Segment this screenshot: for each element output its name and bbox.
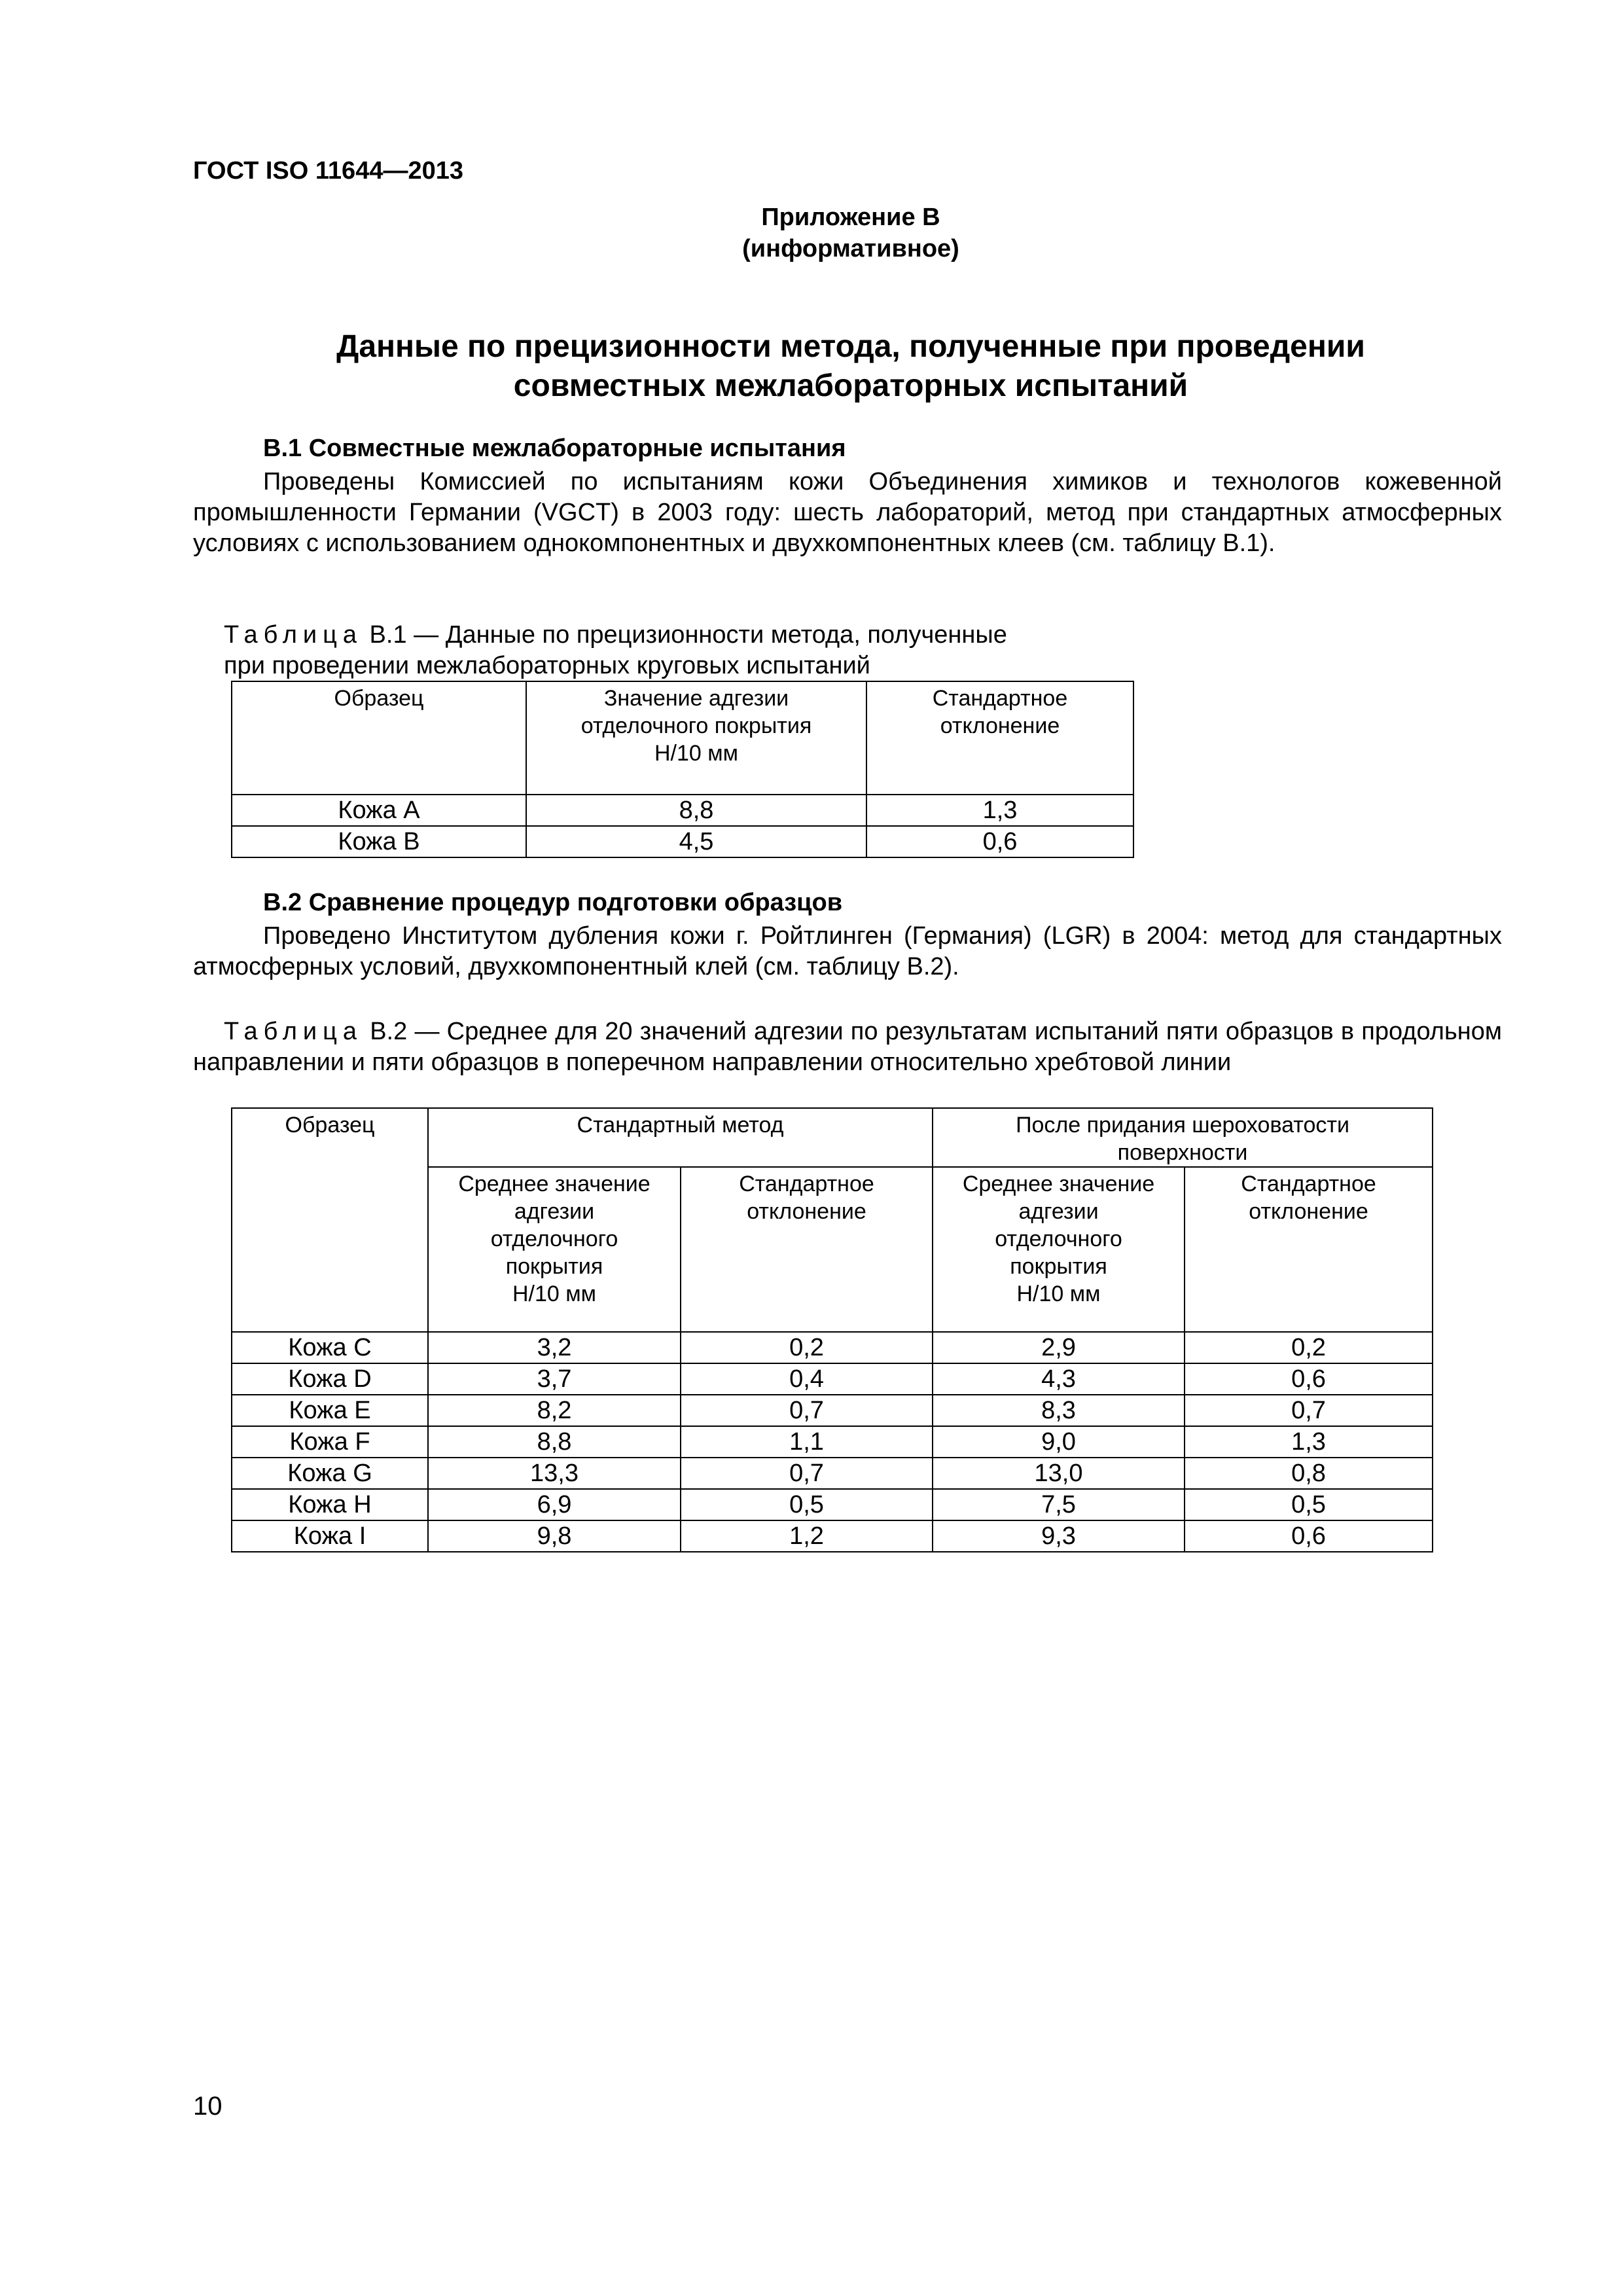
table-2-cell-std-mean: 9,8 (428, 1520, 681, 1552)
table-2-cell-std-sd: 1,2 (681, 1520, 933, 1552)
table-1 (231, 681, 1134, 858)
table-row (232, 1520, 1433, 1552)
table-1-caption-word: Таблица (224, 621, 363, 649)
table-2-cell-std-sd: 0,5 (681, 1489, 933, 1520)
standard-designation: ГОСТ ISO 11644—2013 (193, 157, 463, 185)
table-2-cell-rough-mean: 8,3 (933, 1395, 1185, 1426)
table-2-header-row-1 (232, 1108, 1433, 1167)
annex-heading (720, 202, 982, 264)
table-2-cell-std-mean: 3,7 (428, 1363, 681, 1395)
table-1-cell-sample: Кожа A (232, 795, 526, 826)
table-1-caption-line-2: при проведении межлабораторных круговых испытаний (224, 652, 870, 679)
table-2-cell-std-mean: 13,3 (428, 1458, 681, 1489)
section-2-paragraph: Проведено Институтом дубления кожи г. Ройтлинген (Германия) (LGR) в 2004: метод для стандартных атмосферных условий, двухкомпонентный клей (см. таблицу В.2). (193, 922, 1502, 980)
table-2-cell-sample: Кожа E (232, 1395, 428, 1426)
table-2-cell-rough-mean: 2,9 (933, 1332, 1185, 1363)
table-2-cell-sample: Кожа I (232, 1520, 428, 1552)
table-row (232, 1332, 1433, 1363)
table-2-cell-rough-mean: 7,5 (933, 1489, 1185, 1520)
table-2-cell-rough-mean: 13,0 (933, 1458, 1185, 1489)
page-number: 10 (193, 2092, 223, 2121)
table-2-cell-std-mean: 6,9 (428, 1489, 681, 1520)
table-2-header-roughened: После придания шероховатости поверхности (933, 1108, 1433, 1167)
table-2-cell-rough-sd: 0,6 (1185, 1520, 1433, 1552)
table-row (232, 1395, 1433, 1426)
table-row (232, 1458, 1433, 1489)
table-2-cell-rough-sd: 0,2 (1185, 1332, 1433, 1363)
table-2-cell-std-sd: 0,2 (681, 1332, 933, 1363)
section-1-paragraph: Проведены Комиссией по испытаниям кожи Объединения химиков и технологов кожевенной промышленности Германии (VGCT) в 2003 году: шесть лабораторий, метод при стандартных атмосферных условиях с использованием однокомпонентных и двухкомпонентных клеев (см. таблицу В.1). (193, 468, 1502, 557)
table-2-cell-rough-mean: 4,3 (933, 1363, 1185, 1395)
annex-title-line-1: Данные по прецизионности метода, полученные при проведении (336, 329, 1365, 364)
table-2-header-rough-mean: Среднее значение адгезии отделочного покрытия Н/10 мм (933, 1167, 1185, 1332)
table-2-cell-rough-sd: 0,7 (1185, 1395, 1433, 1426)
table-2-cell-sample: Кожа D (232, 1363, 428, 1395)
table-row (232, 1426, 1433, 1458)
table-2-cell-rough-sd: 1,3 (1185, 1426, 1433, 1458)
table-2-cell-std-mean: 8,2 (428, 1395, 681, 1426)
table-2-header-standard-method: Стандартный метод (428, 1108, 933, 1167)
table-2-caption-text: В.2 — Среднее для 20 значений адгезии по результатам испытаний пяти образцов в продольном направлении и пяти образцов в поперечном направлении относительно хребтовой линии (193, 1018, 1502, 1076)
table-2-caption (193, 1016, 1502, 1078)
table-2-cell-rough-mean: 9,0 (933, 1426, 1185, 1458)
table-2-cell-std-sd: 0,7 (681, 1395, 933, 1426)
table-2-cell-std-mean: 3,2 (428, 1332, 681, 1363)
table-1-cell-value: 8,8 (526, 795, 866, 826)
annex-title (196, 327, 1505, 406)
table-1-cell-sample: Кожа B (232, 826, 526, 857)
table-2-cell-sample: Кожа C (232, 1332, 428, 1363)
table-1-header-sd: Стандартное отклонение (866, 681, 1133, 795)
table-row (232, 1489, 1433, 1520)
table-2-cell-sample: Кожа G (232, 1458, 428, 1489)
table-2-cell-std-sd: 0,7 (681, 1458, 933, 1489)
table-2-header-sample: Образец (232, 1108, 428, 1332)
table-2-cell-std-mean: 8,8 (428, 1426, 681, 1458)
section-1-heading: В.1 Совместные межлабораторные испытания (263, 435, 846, 462)
table-2-header-standard-sd: Стандартное отклонение (681, 1167, 933, 1332)
table-2-header-rough-sd: Стандартное отклонение (1185, 1167, 1433, 1332)
table-2-cell-rough-mean: 9,3 (933, 1520, 1185, 1552)
table-2-cell-rough-sd: 0,8 (1185, 1458, 1433, 1489)
table-row (232, 1363, 1433, 1395)
annex-status: (информативное) (742, 235, 959, 262)
table-2-cell-std-sd: 1,1 (681, 1426, 933, 1458)
table-1-header-sample: Образец (232, 681, 526, 795)
table-1-cell-sd: 0,6 (866, 826, 1133, 857)
table-1-header-row (232, 681, 1133, 795)
table-1-cell-value: 4,5 (526, 826, 866, 857)
table-2 (231, 1107, 1433, 1552)
table-2-cell-std-sd: 0,4 (681, 1363, 933, 1395)
table-row (232, 826, 1133, 857)
table-1-cell-sd: 1,3 (866, 795, 1133, 826)
table-2-caption-word: Таблица (224, 1018, 363, 1045)
table-1-caption-text: В.1 — Данные по прецизионности метода, полученные (363, 621, 1007, 649)
table-1-header-value: Значение адгезии отделочного покрытия Н/10 мм (526, 681, 866, 795)
table-2-cell-sample: Кожа H (232, 1489, 428, 1520)
table-1-caption (224, 620, 1007, 681)
table-2-cell-sample: Кожа F (232, 1426, 428, 1458)
table-2-cell-rough-sd: 0,6 (1185, 1363, 1433, 1395)
section-2-heading: В.2 Сравнение процедур подготовки образцов (263, 889, 843, 916)
table-2-cell-rough-sd: 0,5 (1185, 1489, 1433, 1520)
annex-label: Приложение В (761, 204, 940, 231)
table-row (232, 795, 1133, 826)
table-1-caption-line-1 (224, 620, 1007, 651)
annex-title-line-2: совместных межлабораторных испытаний (513, 368, 1188, 403)
table-2-header-standard-mean: Среднее значение адгезии отделочного покрытия Н/10 мм (428, 1167, 681, 1332)
